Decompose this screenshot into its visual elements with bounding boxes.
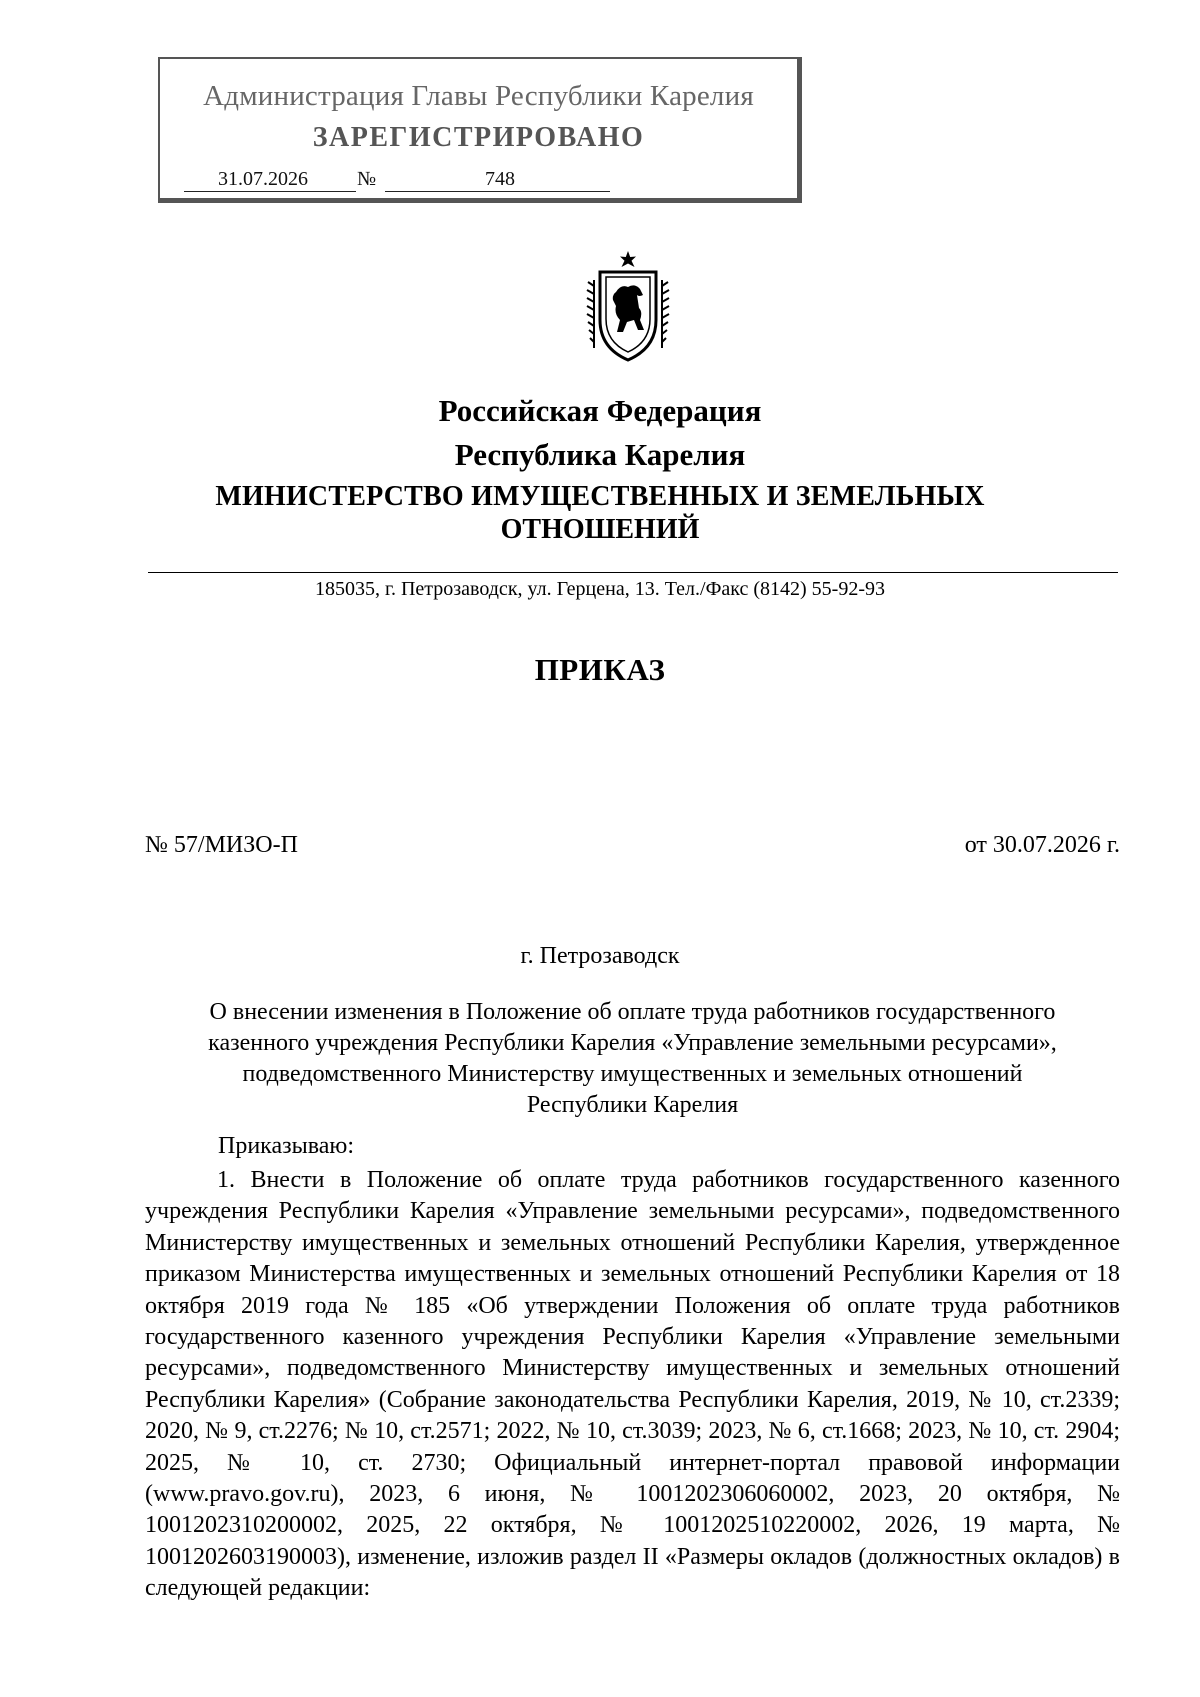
- stamp-date-underline: [184, 191, 356, 192]
- header-region: Республика Карелия: [454, 437, 746, 472]
- header-divider: [148, 572, 1118, 573]
- paragraph-1: 1. Внести в Положение об оплате труда работников государственного казенного учреждения Республики Карелия «Управление земельными ресурсами», подведомственного Министерству имущественных и земельных отношений Республики Карелия, утвержденное приказом Министерства имущественных и земельных отношений Республики Карелия от 18 октября 2019 года № 185 «Об утверждении Положения об оплате труда работников государственного казенного учреждения Республики Карелия «Управление земельными ресурсами», подведомственного Министерству имущественных и земельных отношений Республики Карелия» (Собрание законодательства Республики Карелия, 2019, № 10, ст.2339; 2020, № 9, ст.2276; № 10, ст.2571; 2022, № 10, ст.3039; 2023, № 6, ст.1668; 2023, № 10, ст. 2904; 2025, № 10, ст. 2730; Официальный интернет-портал правовой информации (www.pravo.gov.ru), 2023, 6 июня, № 1001202306060002, 2023, 20 октября, № 1001202310200002, 2025, 22 октября, № 1001202510220002, 2026, 19 марта, № 1001202603190003), изменение, изложив раздел II «Размеры окладов (должностных окладов) в следующей редакции:: [145, 1167, 1120, 1602]
- stamp-organization: Администрация Главы Республики Карелия: [203, 80, 754, 112]
- subject-line: О внесении изменения в Положение об оплате труда работников государственного: [209, 999, 1056, 1025]
- header-country: Российская Федерация: [438, 393, 762, 428]
- header-ministry-line1: МИНИСТЕРСТВО ИМУЩЕСТВЕННЫХ И ЗЕМЕЛЬНЫХ: [215, 481, 985, 512]
- karelia-coat-of-arms-icon: [583, 250, 673, 367]
- stamp-number-label: №: [357, 168, 377, 190]
- order-intro: Приказываю:: [218, 1133, 354, 1159]
- document-subject: [145, 997, 1120, 1121]
- subject-line: подведомственного Министерству имущественных и земельных отношений: [242, 1061, 1023, 1087]
- subject-line: казенного учреждения Республики Карелия «Управление земельными ресурсами»,: [208, 1030, 1057, 1056]
- document-city: г. Петрозаводск: [520, 943, 680, 969]
- stamp-number-underline: [385, 191, 610, 192]
- stamp-status: ЗАРЕГИСТРИРОВАНО: [312, 122, 645, 153]
- header-ministry-line2: ОТНОШЕНИЙ: [500, 514, 700, 545]
- document-date: от 30.07.2026 г.: [964, 832, 1120, 858]
- stamp-number: 748: [485, 168, 515, 190]
- subject-line: Республики Карелия: [526, 1092, 739, 1118]
- document-type: ПРИКАЗ: [534, 652, 666, 687]
- stamp-date: 31.07.2026: [218, 168, 308, 190]
- document-number: № 57/МИЗО-П: [145, 832, 298, 858]
- header-address: 185035, г. Петрозаводск, ул. Герцена, 13. Тел./Факс (8142) 55-92-93: [315, 578, 885, 600]
